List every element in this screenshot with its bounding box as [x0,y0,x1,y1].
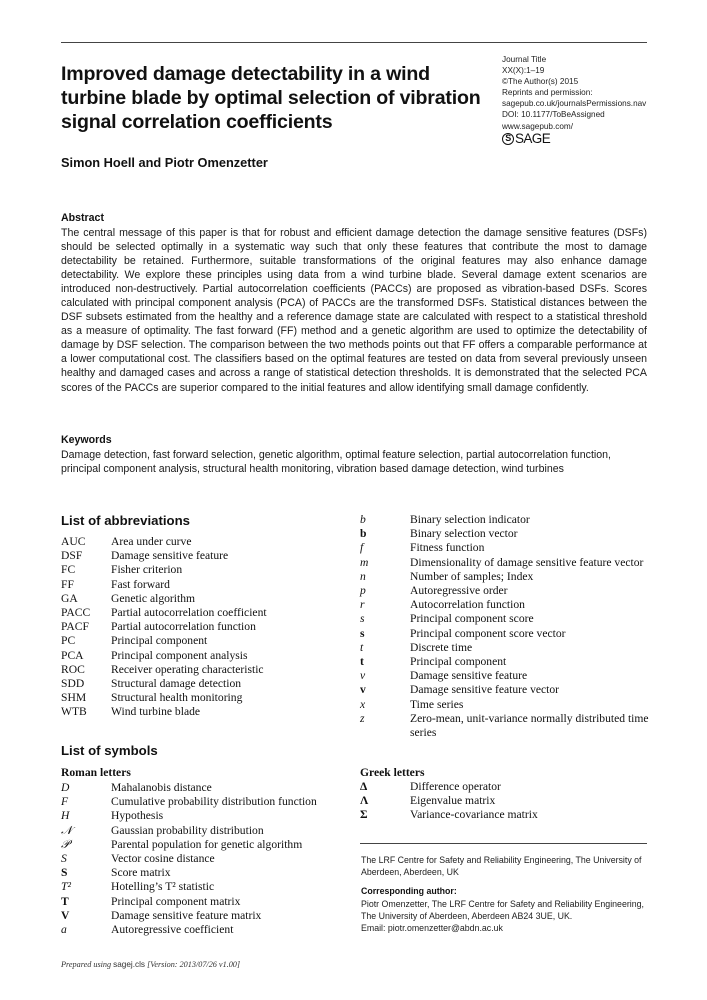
sage-logo-icon: S [502,133,514,145]
page-footer [61,960,240,969]
list-item-key: z [360,711,365,725]
list-item-key: F [61,795,69,809]
list-item-description: Partial autocorrelation coefficient [111,606,267,620]
list-item-description: Principal component score vector [410,626,566,640]
footer-prepared: Prepared using [61,960,112,969]
list-item-description: Damage sensitive feature vector [410,683,560,697]
list-item [360,780,660,794]
list-item [61,852,351,866]
list-item-description: Gaussian probability distribution [111,823,264,837]
website-link[interactable]: www.sagepub.com/ [502,121,573,131]
journal-volume: XX(X):1–19 [502,66,545,76]
list-item-description: Receiver operating characteristic [111,662,264,676]
list-item [61,838,351,852]
list-item-key: m [360,555,369,569]
list-item [360,655,660,669]
list-item [61,795,351,809]
list-item-key: PCA [61,648,84,662]
list-item [61,895,351,909]
list-item [360,612,660,626]
abbreviations-list [61,535,351,720]
affiliation: The LRF Centre for Safety and Reliability Engineering, The University of Aberdeen, Aberdeen, UK [361,855,642,878]
list-item-description: Zero-mean, unit-variance normally distributed time series [410,711,649,740]
list-item-key: S [61,866,68,880]
list-item-description: Parental population for genetic algorithm [111,837,303,851]
symbols-heading: List of symbols [61,743,158,758]
list-item-key: D [61,781,70,794]
list-item-description: Mahalanobis distance [111,781,212,794]
list-item-description: Eigenvalue matrix [410,794,496,808]
list-item-key: PC [61,634,76,648]
list-item-description: Area under curve [111,535,192,548]
list-item-key: f [360,541,364,555]
list-item [360,627,660,641]
list-item [360,698,660,712]
list-item [61,923,351,937]
list-item-key: s [360,612,365,626]
corresponding-author-heading: Corresponding author: [361,886,457,896]
reprints-label: Reprints and permission: [502,88,593,98]
list-item-description: Structural health monitoring [111,691,243,705]
list-item-key: ROC [61,662,85,676]
list-item-key: 𝒩 [61,823,73,837]
list-item-key: GA [61,591,78,605]
list-item-key: H [61,809,70,823]
list-item-key: T [61,894,69,908]
list-item-key: t [360,640,364,654]
list-item-description: Damage sensitive feature [410,669,528,683]
list-item-description: Fitness function [410,541,485,555]
list-item-key: PACF [61,620,89,634]
list-item-key: b [360,527,367,541]
greek-symbols-list [360,780,660,823]
list-item-description: Discrete time [410,640,473,654]
journal-title: Journal Title [502,55,547,64]
list-item-key: v [360,669,366,683]
list-item-description: Structural damage detection [111,677,242,691]
roman-symbols-list [61,781,351,937]
list-item [61,606,351,620]
list-item-description: Principal component [111,634,208,648]
list-item [61,880,351,894]
list-item [360,541,660,555]
list-item-description: Wind turbine blade [111,705,201,719]
list-item [61,663,351,677]
list-item [360,641,660,655]
list-item-description: Dimensionality of damage sensitive feature vector [410,555,644,569]
list-item-description: Fisher criterion [111,563,183,577]
list-item-key: S [61,852,67,866]
list-item-description: Variance-covariance matrix [410,808,538,822]
abbreviations-heading: List of abbreviations [61,513,190,528]
list-item-description: Difference operator [410,780,501,793]
journal-meta [502,54,662,145]
sage-logo [502,133,662,145]
list-item [61,691,351,705]
list-item-description: Vector cosine distance [111,852,215,866]
list-item-description: Binary selection indicator [410,513,530,526]
list-item [61,649,351,663]
keywords-text: Damage detection, fast forward selection, genetic algorithm, optimal feature selection, partial autocorrelation function, principal component analysis, structural health monitoring, vibration based damage detection, wind turbines [61,449,611,476]
roman-letters-heading: Roman letters [61,766,131,779]
list-item-description: Score matrix [111,866,171,880]
sage-logo-text: SAGE [515,131,551,147]
list-item-key: p [360,584,366,598]
list-item [61,634,351,648]
affiliation-rule [360,843,647,844]
list-item-key: t [360,655,364,669]
list-item-description: Principal component matrix [111,894,241,908]
footer-version: [Version: 2013/07/26 v1.00] [147,960,241,969]
list-item-key: r [360,598,365,612]
list-item-description: Damage sensitive feature matrix [111,908,262,922]
footer-cls: sagej.cls [113,960,146,969]
list-item-description: Genetic algorithm [111,591,196,605]
list-item-key: Δ [360,780,368,793]
list-item-key: b [360,513,366,526]
list-item-description: Partial autocorrelation function [111,620,256,634]
list-item-key: Λ [360,794,369,808]
list-item [61,592,351,606]
list-item-description: Binary selection vector [410,527,518,541]
list-item-description: Damage sensitive feature [111,549,229,563]
list-item [360,570,660,584]
list-item-description: Hypothesis [111,809,164,823]
list-item-key: PACC [61,606,91,620]
list-item-description: Autoregressive coefficient [111,923,234,937]
copyright: ©The Author(s) 2015 [502,77,579,87]
list-item [61,549,351,563]
list-item-key: v [360,683,366,697]
list-item [360,556,660,570]
list-item-description: Principal component [410,655,507,669]
doi: DOI: 10.1177/ToBeAssigned [502,110,605,120]
list-item-key: SHM [61,691,87,705]
list-item-key: SDD [61,677,85,691]
header-rule [61,42,647,43]
list-item-description: Fast forward [111,577,170,591]
list-item [61,620,351,634]
list-item [61,866,351,880]
list-item-description: Autocorrelation function [410,598,525,612]
permissions-link[interactable]: sagepub.co.uk/journalsPermissions.nav [502,99,647,109]
list-item-description: Cumulative probability distribution function [111,795,317,809]
abstract-text: The central message of this paper is that for robust and efficient damage detection the damage sensitive features (DSFs) should be selected optimally in a systematic way such that only these features that contribute the most to damage detectability be retained. Furthermore, suitable transformations of the original features may also enhance damage detectability. We explore these principles using data from a wind turbine blade. Several damage extent scenarios are introduced non-destructively. Partial autocorrelation coefficients (PACCs) are proposed as vibration-based DSFs. Scores calculated with principal component analysis (PCA) of PACCs are the transformed DSFs. Statistical distances between the DSF subsets estimated from the healthy and a reference damage state are calculated with respect to a statistical threshold as a measure of optimality. The fast forward (FF) method and a genetic algorithm are used to optimize the detectability of damage by DSF selection. The comparison between the two methods points out that FF offers a comparable performance at a lower computational cost. The classifiers based on the optimal features are tested on data from several previously unseen healthy and damaged cases and across a range of statistical detection thresholds. It is demonstrated that the selected PCA scores of the PACCs are superior compared to the initial features and allow identifying small damage confidently. [61,227,647,394]
greek-letters-heading: Greek letters [360,766,425,779]
list-item [61,705,351,719]
keywords-heading: Keywords [61,434,112,446]
list-item [360,712,660,740]
list-item-key: x [360,697,366,711]
list-item-description: Principal component score [410,612,534,626]
list-item-description: Principal component analysis [111,648,248,662]
list-item [61,535,351,549]
list-item-description: Time series [410,697,464,711]
list-item-key: a [61,923,67,937]
list-item-key: FC [61,563,76,577]
list-item [61,809,351,823]
list-item [360,513,660,527]
list-item [61,781,351,795]
abstract-heading: Abstract [61,212,104,224]
list-item [61,677,351,691]
list-item-key: s [360,626,365,640]
list-item [360,808,660,822]
corresponding-author: Piotr Omenzetter, The LRF Centre for Safety and Reliability Engineering, The University of Aberdeen, Aberdeen AB24 3UE, UK. [361,899,644,922]
list-item-key: T² [61,880,71,894]
paper-title: Improved damage detectability in a wind turbine blade by optimal selection of vibration signal correlation coefficients [61,63,481,133]
corresponding-email[interactable]: Email: piotr.omenzetter@abdn.ac.uk [361,923,503,933]
list-item-key: WTB [61,705,87,719]
list-item-key: FF [61,577,74,591]
list-item-key: n [360,569,366,583]
list-item-key: Σ [360,808,368,822]
list-item-description: Number of samples; Index [410,569,534,583]
list-item [61,563,351,577]
list-item-description: Hotelling’s T² statistic [111,880,215,894]
list-item-key: AUC [61,535,86,548]
list-item [360,683,660,697]
list-item [360,598,660,612]
list-item [61,909,351,923]
list-item [360,794,660,808]
list-item [360,669,660,683]
list-item [360,527,660,541]
list-item [360,584,660,598]
roman-symbols-continued [360,513,660,740]
author-list: Simon Hoell and Piotr Omenzetter [61,155,268,170]
list-item [61,824,351,838]
list-item-key: DSF [61,549,83,563]
list-item [61,578,351,592]
list-item-description: Autoregressive order [410,584,508,598]
list-item-key: V [61,908,70,922]
list-item-key: 𝒫 [61,837,70,851]
